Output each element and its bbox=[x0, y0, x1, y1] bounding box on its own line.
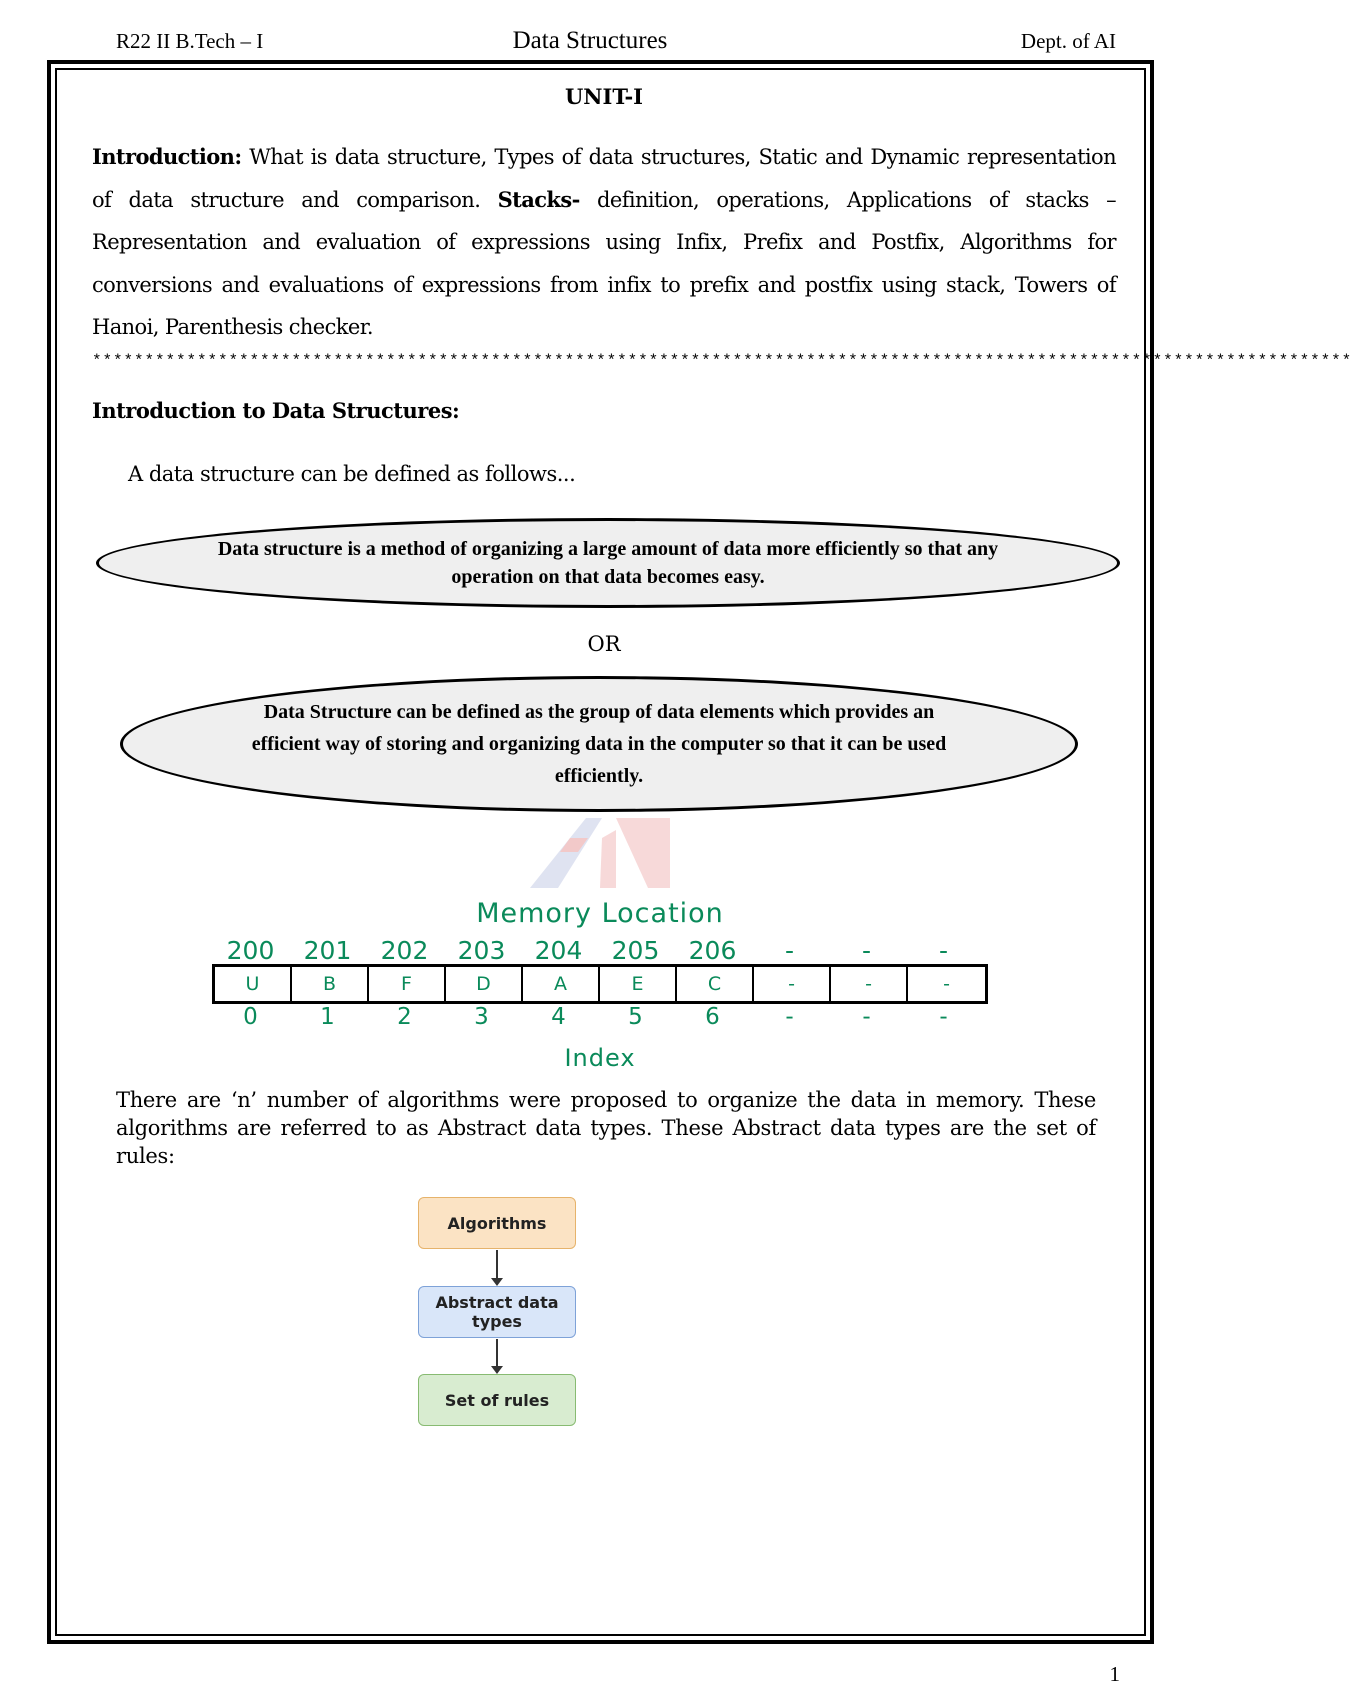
definition-ellipse-1 bbox=[96, 518, 1120, 608]
index-label: - bbox=[939, 1004, 948, 1030]
watermark-logo bbox=[530, 818, 690, 888]
index-label: 6 bbox=[705, 1004, 720, 1030]
index-label: 5 bbox=[628, 1004, 643, 1030]
address-label: 204 bbox=[534, 936, 583, 965]
section-title: Introduction to Data Structures: bbox=[92, 398, 460, 423]
address-label: 205 bbox=[611, 936, 660, 965]
index-title: Index bbox=[564, 1044, 636, 1072]
address-label: 201 bbox=[303, 936, 352, 965]
flow-step-label: Algorithms bbox=[447, 1213, 547, 1233]
address-label: - bbox=[938, 936, 949, 965]
index-label: - bbox=[785, 1004, 794, 1030]
index-label: 4 bbox=[551, 1004, 566, 1030]
memory-array bbox=[212, 964, 988, 1004]
definition-1-text: Data structure is a method of organizing a large amount of data more efficiently so that any operation on that data becomes easy. bbox=[217, 538, 999, 588]
index-label: 1 bbox=[320, 1004, 335, 1030]
page-number: 1 bbox=[1109, 1662, 1120, 1686]
memory-cell: - bbox=[831, 967, 908, 1001]
intro-paragraph bbox=[92, 136, 1116, 349]
memory-cell: - bbox=[754, 967, 831, 1001]
definition-2-text: Data Structure can be defined as the group of data elements which provides an efficient way of storing and organizing data in the computer so that it can be used efficiently. bbox=[251, 701, 947, 787]
flow-step-label: Abstract data types bbox=[435, 1293, 559, 1331]
separator: ************************************************************************************************************************ bbox=[92, 352, 1352, 370]
definition-ellipse-2 bbox=[120, 676, 1078, 812]
stacks-text: definition, operations, Applications of stacks – Representation and evaluation of expressions using Infix, Prefix and Postfix, Algorithms for conversions and evaluations of expressions from infix to prefix and postfix using stack, Towers of Hanoi, Parenthesis checker. bbox=[92, 187, 1116, 339]
flow-step-rules bbox=[418, 1374, 576, 1426]
down-arrow-icon bbox=[496, 1339, 498, 1372]
memory-cell: A bbox=[523, 967, 600, 1001]
unit-title: UNIT-I bbox=[564, 84, 644, 109]
address-label: 202 bbox=[380, 936, 429, 965]
header-left: R22 II B.Tech – I bbox=[116, 29, 264, 53]
memory-cell: F bbox=[369, 967, 446, 1001]
definition-intro: A data structure can be defined as follows... bbox=[128, 462, 576, 486]
address-label: 206 bbox=[688, 936, 737, 965]
flow-step-adt bbox=[418, 1286, 576, 1338]
or-label: OR bbox=[587, 632, 621, 656]
index-label: - bbox=[862, 1004, 871, 1030]
address-label: 203 bbox=[457, 936, 506, 965]
memory-cell: B bbox=[292, 967, 369, 1001]
memory-cell: E bbox=[600, 967, 677, 1001]
memory-cell: - bbox=[943, 973, 950, 995]
down-arrow-icon bbox=[496, 1250, 498, 1284]
address-label: - bbox=[861, 936, 872, 965]
memory-location-title: Memory Location bbox=[476, 898, 724, 929]
address-label: - bbox=[784, 936, 795, 965]
memory-cell: C bbox=[677, 967, 754, 1001]
stacks-label: Stacks- bbox=[497, 186, 580, 212]
memory-cell: U bbox=[215, 967, 292, 1001]
header-title: Data Structures bbox=[512, 27, 668, 54]
flow-step-label: Set of rules bbox=[444, 1390, 550, 1410]
intro-label: Introduction: bbox=[92, 144, 242, 169]
flow-step-algorithms bbox=[418, 1197, 576, 1249]
index-label: 3 bbox=[474, 1004, 489, 1030]
intro-text: What is data structure, Types of data structures, Static and Dynamic representation of data structure and comparison. bbox=[92, 145, 1116, 212]
header-right: Dept. of AI bbox=[1020, 29, 1116, 53]
address-label: 200 bbox=[226, 936, 275, 965]
index-label: 2 bbox=[397, 1004, 412, 1030]
index-label: 0 bbox=[243, 1004, 258, 1030]
adt-paragraph: There are ‘n’ number of algorithms were proposed to organize the data in memory. These algorithms are referred to as Abstract data types. These Abstract data types are the set of rules: bbox=[116, 1088, 1096, 1168]
memory-cell: D bbox=[446, 967, 523, 1001]
